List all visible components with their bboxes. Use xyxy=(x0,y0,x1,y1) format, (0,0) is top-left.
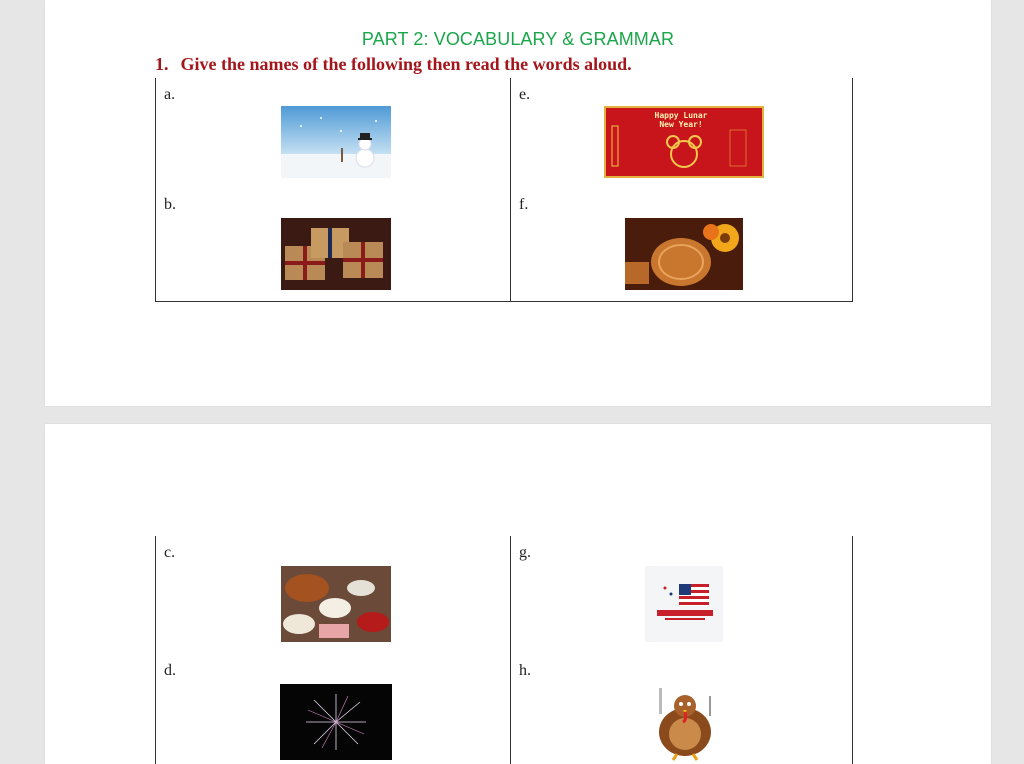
cell-label-e: e. xyxy=(519,86,531,103)
question-heading xyxy=(155,54,632,75)
lunar-new-year-card-image xyxy=(604,106,764,178)
table-cell-e xyxy=(510,78,852,188)
question-number: 1. xyxy=(155,54,169,74)
card-text: Happy Lunar New Year! xyxy=(654,111,708,129)
cell-label-g: g. xyxy=(519,544,531,561)
fireworks-image xyxy=(280,684,392,760)
table-border xyxy=(852,78,853,302)
table-cell-h xyxy=(510,654,852,764)
table-cell-d xyxy=(155,654,510,764)
turkey-cartoon-image xyxy=(647,682,723,762)
section-title: PART 2: VOCABULARY & GRAMMAR xyxy=(361,29,675,49)
document-page-2 xyxy=(45,424,991,764)
table-cell-g xyxy=(510,536,852,654)
cell-label-f: f. xyxy=(519,196,529,213)
table-cell-b xyxy=(155,188,510,301)
table-border xyxy=(155,301,853,302)
cell-label-h: h. xyxy=(519,662,531,679)
table-cell-f xyxy=(510,188,852,301)
cell-label-a: a. xyxy=(164,86,176,103)
cell-label-d: d. xyxy=(164,662,176,679)
american-flag-holiday-image xyxy=(645,566,723,642)
table-cell-a xyxy=(155,78,510,188)
table-cell-c xyxy=(155,536,510,654)
question-text: Give the names of the following then read the words aloud. xyxy=(180,54,632,74)
cell-label-c: c. xyxy=(164,544,176,561)
holiday-dinner-image xyxy=(281,566,391,642)
table-border xyxy=(852,536,853,764)
snowman-winter-image xyxy=(281,106,391,178)
cell-label-b: b. xyxy=(164,196,176,213)
mooncake-image xyxy=(625,218,743,290)
document-page-1 xyxy=(45,0,991,406)
gift-boxes-image xyxy=(281,218,391,290)
